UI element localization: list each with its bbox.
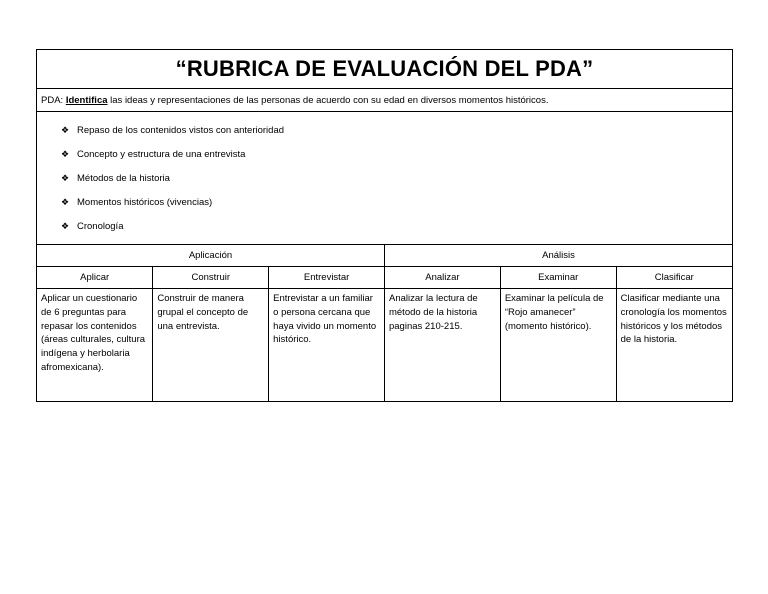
column-header: Entrevistar: [269, 267, 385, 289]
table-row: [37, 289, 732, 402]
column-header: Construir: [153, 267, 269, 289]
group-header-row: [37, 245, 732, 267]
list-item: ❖ Cronología: [61, 220, 124, 232]
column-header-row: [37, 267, 732, 289]
page-title: “RUBRICA DE EVALUACIÓN DEL PDA”: [37, 50, 732, 89]
group-header-analisis: Análisis: [384, 245, 732, 267]
list-item: ❖ Métodos de la historia: [61, 172, 170, 184]
table-cell: Clasificar mediante una cronología los momentos históricos y los métodos de la historia.: [616, 289, 732, 402]
group-header-aplicacion: Aplicación: [37, 245, 384, 267]
column-header: Examinar: [500, 267, 616, 289]
table-cell: Aplicar un cuestionario de 6 preguntas para repasar los contenidos (áreas culturales, cultura indígena y herbolaria afromexicana).: [37, 289, 153, 402]
rubric-document: [36, 49, 733, 402]
table-cell: Analizar la lectura de método de la historia paginas 210-215.: [384, 289, 500, 402]
column-header: Aplicar: [37, 267, 153, 289]
rubric-table: [37, 245, 732, 401]
list-item: ❖ Momentos históricos (vivencias): [61, 196, 213, 208]
diamond-bullet-icon: ❖: [61, 148, 70, 159]
table-cell: Entrevistar a un familiar o persona cercana que haya vivido un momento histórico.: [269, 289, 385, 402]
column-header: Analizar: [384, 267, 500, 289]
pda-text: las ideas y representaciones de las personas de acuerdo con su edad en diversos momentos históricos.: [107, 94, 549, 106]
table-cell: Construir de manera grupal el concepto de una entrevista.: [153, 289, 269, 402]
pda-keyword: Identifica: [65, 94, 108, 106]
diamond-bullet-icon: ❖: [61, 172, 70, 183]
pda-prefix: PDA:: [41, 94, 66, 106]
diamond-bullet-icon: ❖: [61, 196, 70, 207]
pda-statement: [37, 89, 732, 112]
list-item: ❖ Concepto y estructura de una entrevista: [61, 148, 246, 160]
topics-list: [37, 112, 732, 245]
diamond-bullet-icon: ❖: [61, 124, 70, 135]
column-header: Clasificar: [616, 267, 732, 289]
diamond-bullet-icon: ❖: [61, 220, 70, 231]
table-cell: Examinar la película de “Rojo amanecer” (momento histórico).: [500, 289, 616, 402]
list-item: ❖ Repaso de los contenidos vistos con anterioridad: [61, 124, 285, 136]
